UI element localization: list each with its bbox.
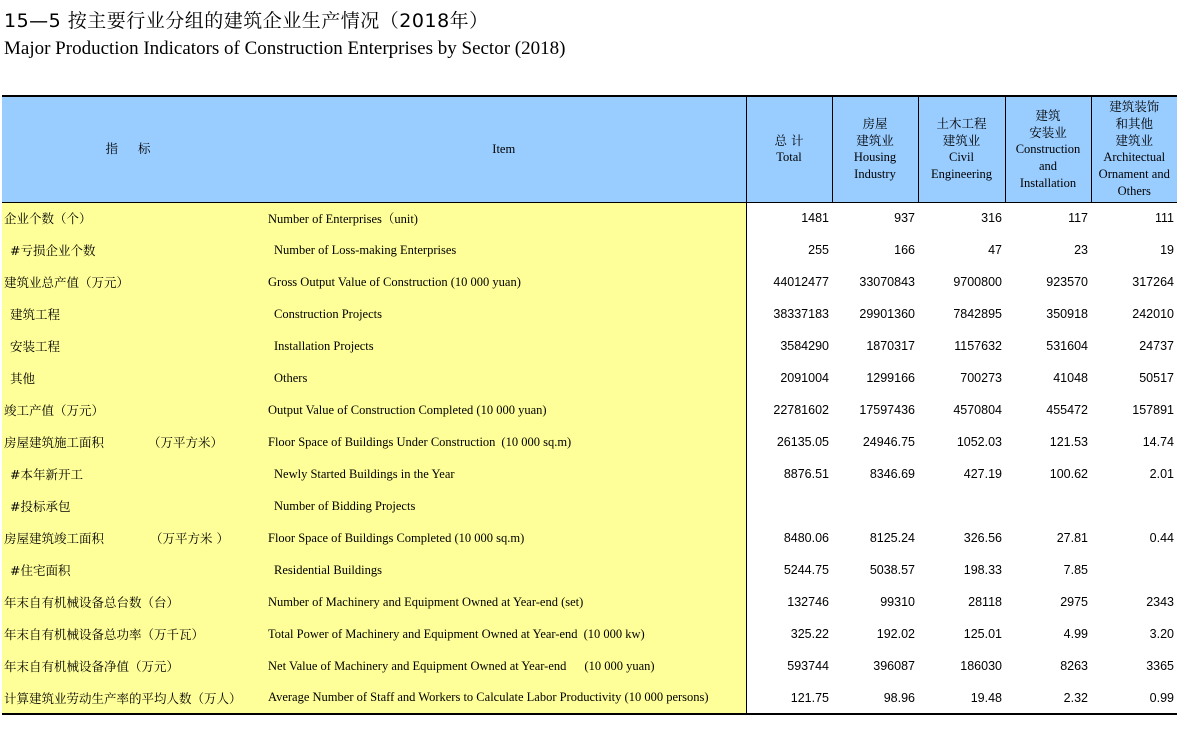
cell-install: 27.81	[1005, 522, 1091, 554]
row-label-en: Others	[262, 362, 746, 394]
row-label-en: Residential Buildings	[262, 554, 746, 586]
page-title-cn: 15—5 按主要行业分组的建筑企业生产情况（2018年）	[4, 10, 489, 32]
header-civil: 土木工程 建筑业 Civil Engineering	[918, 96, 1005, 202]
table-row	[2, 298, 1177, 330]
cell-civil	[918, 490, 1005, 522]
cell-housing: 33070843	[832, 266, 918, 298]
row-label-cn: 房屋建筑竣工面积 （万平方米 ）	[2, 522, 262, 554]
cell-civil: 4570804	[918, 394, 1005, 426]
header-arch: 建筑装饰 和其他 建筑业 Architectual Ornament and Others	[1091, 96, 1177, 202]
cell-arch: 19	[1091, 234, 1177, 266]
row-label-cn: #住宅面积	[2, 554, 262, 586]
cell-total: 255	[746, 234, 832, 266]
cell-civil: 700273	[918, 362, 1005, 394]
table-header-row	[2, 96, 1177, 202]
cell-install: 4.99	[1005, 618, 1091, 650]
cell-install: 100.62	[1005, 458, 1091, 490]
cell-total: 2091004	[746, 362, 832, 394]
cell-arch: 111	[1091, 202, 1177, 234]
cell-arch: 2343	[1091, 586, 1177, 618]
cell-install	[1005, 490, 1091, 522]
row-label-cn: 竣工产值（万元）	[2, 394, 262, 426]
cell-civil: 198.33	[918, 554, 1005, 586]
cell-housing: 17597436	[832, 394, 918, 426]
cell-housing: 396087	[832, 650, 918, 682]
header-item-en: Item	[262, 96, 746, 202]
page-title-en: Major Production Indicators of Construction Enterprises by Sector (2018)	[4, 38, 566, 59]
cell-total: 8876.51	[746, 458, 832, 490]
cell-civil: 19.48	[918, 682, 1005, 714]
header-indicator-cn: 指 标	[2, 96, 262, 202]
production-indicators-table	[2, 95, 1177, 715]
row-label-cn: #亏损企业个数	[2, 234, 262, 266]
cell-total: 121.75	[746, 682, 832, 714]
row-label-cn: 安装工程	[2, 330, 262, 362]
cell-civil: 47	[918, 234, 1005, 266]
cell-arch: 242010	[1091, 298, 1177, 330]
table-row	[2, 682, 1177, 714]
cell-total: 22781602	[746, 394, 832, 426]
table-row	[2, 362, 1177, 394]
row-label-cn: 其他	[2, 362, 262, 394]
table-row	[2, 234, 1177, 266]
cell-arch: 50517	[1091, 362, 1177, 394]
cell-arch	[1091, 490, 1177, 522]
cell-arch: 3365	[1091, 650, 1177, 682]
row-label-en: Newly Started Buildings in the Year	[262, 458, 746, 490]
cell-housing: 98.96	[832, 682, 918, 714]
cell-housing: 8125.24	[832, 522, 918, 554]
cell-arch: 157891	[1091, 394, 1177, 426]
cell-housing: 937	[832, 202, 918, 234]
row-label-cn: 年末自有机械设备净值（万元）	[2, 650, 262, 682]
row-label-en: Number of Bidding Projects	[262, 490, 746, 522]
row-label-en: Output Value of Construction Completed (10 000 yuan)	[262, 394, 746, 426]
cell-housing: 166	[832, 234, 918, 266]
table-row	[2, 330, 1177, 362]
cell-housing: 8346.69	[832, 458, 918, 490]
cell-arch: 0.44	[1091, 522, 1177, 554]
cell-arch: 317264	[1091, 266, 1177, 298]
cell-civil: 7842895	[918, 298, 1005, 330]
cell-civil: 186030	[918, 650, 1005, 682]
cell-arch	[1091, 554, 1177, 586]
cell-housing: 1299166	[832, 362, 918, 394]
cell-housing	[832, 490, 918, 522]
row-label-en: Net Value of Machinery and Equipment Owned at Year-end (10 000 yuan)	[262, 650, 746, 682]
row-label-cn: #投标承包	[2, 490, 262, 522]
row-label-cn: 建筑业总产值（万元）	[2, 266, 262, 298]
cell-total: 1481	[746, 202, 832, 234]
cell-install: 455472	[1005, 394, 1091, 426]
cell-arch: 14.74	[1091, 426, 1177, 458]
table-row	[2, 522, 1177, 554]
row-label-cn: 企业个数（个）	[2, 202, 262, 234]
cell-total: 26135.05	[746, 426, 832, 458]
cell-civil: 9700800	[918, 266, 1005, 298]
table-row	[2, 586, 1177, 618]
cell-housing: 24946.75	[832, 426, 918, 458]
cell-install: 350918	[1005, 298, 1091, 330]
table-row	[2, 490, 1177, 522]
cell-housing: 29901360	[832, 298, 918, 330]
cell-total	[746, 490, 832, 522]
cell-install: 923570	[1005, 266, 1091, 298]
table-row	[2, 650, 1177, 682]
row-label-en: Floor Space of Buildings Under Construction (10 000 sq.m)	[262, 426, 746, 458]
cell-housing: 5038.57	[832, 554, 918, 586]
row-label-en: Construction Projects	[262, 298, 746, 330]
header-total: 总 计 Total	[746, 96, 832, 202]
table-row	[2, 266, 1177, 298]
cell-install: 117	[1005, 202, 1091, 234]
row-label-en: Total Power of Machinery and Equipment Owned at Year-end (10 000 kw)	[262, 618, 746, 650]
cell-total: 3584290	[746, 330, 832, 362]
cell-civil: 427.19	[918, 458, 1005, 490]
cell-total: 44012477	[746, 266, 832, 298]
cell-housing: 99310	[832, 586, 918, 618]
cell-total: 8480.06	[746, 522, 832, 554]
row-label-en: Average Number of Staff and Workers to Calculate Labor Productivity (10 000 persons)	[262, 682, 746, 714]
cell-civil: 326.56	[918, 522, 1005, 554]
header-housing: 房屋 建筑业 Housing Industry	[832, 96, 918, 202]
cell-total: 325.22	[746, 618, 832, 650]
row-label-cn: 计算建筑业劳动生产率的平均人数（万人）	[2, 682, 262, 714]
row-label-cn: 年末自有机械设备总台数（台）	[2, 586, 262, 618]
cell-install: 2.32	[1005, 682, 1091, 714]
cell-civil: 1157632	[918, 330, 1005, 362]
table-row	[2, 394, 1177, 426]
row-label-en: Number of Loss-making Enterprises	[262, 234, 746, 266]
cell-install: 8263	[1005, 650, 1091, 682]
cell-arch: 24737	[1091, 330, 1177, 362]
table-row	[2, 458, 1177, 490]
cell-arch: 3.20	[1091, 618, 1177, 650]
cell-total: 132746	[746, 586, 832, 618]
table-row	[2, 202, 1177, 234]
cell-total: 593744	[746, 650, 832, 682]
cell-install: 23	[1005, 234, 1091, 266]
row-label-cn: 建筑工程	[2, 298, 262, 330]
cell-install: 41048	[1005, 362, 1091, 394]
row-label-en: Number of Machinery and Equipment Owned at Year-end (set)	[262, 586, 746, 618]
row-label-cn: 年末自有机械设备总功率（万千瓦）	[2, 618, 262, 650]
table-row	[2, 618, 1177, 650]
row-label-en: Installation Projects	[262, 330, 746, 362]
cell-civil: 316	[918, 202, 1005, 234]
cell-install: 531604	[1005, 330, 1091, 362]
cell-housing: 1870317	[832, 330, 918, 362]
row-label-cn: #本年新开工	[2, 458, 262, 490]
cell-civil: 28118	[918, 586, 1005, 618]
cell-total: 38337183	[746, 298, 832, 330]
row-label-en: Gross Output Value of Construction (10 000 yuan)	[262, 266, 746, 298]
cell-civil: 1052.03	[918, 426, 1005, 458]
cell-install: 7.85	[1005, 554, 1091, 586]
cell-install: 2975	[1005, 586, 1091, 618]
cell-civil: 125.01	[918, 618, 1005, 650]
row-label-cn: 房屋建筑施工面积 （万平方米）	[2, 426, 262, 458]
row-label-en: Floor Space of Buildings Completed (10 000 sq.m)	[262, 522, 746, 554]
cell-total: 5244.75	[746, 554, 832, 586]
cell-arch: 0.99	[1091, 682, 1177, 714]
cell-install: 121.53	[1005, 426, 1091, 458]
cell-arch: 2.01	[1091, 458, 1177, 490]
row-label-en: Number of Enterprises（unit)	[262, 202, 746, 234]
table-row	[2, 426, 1177, 458]
cell-housing: 192.02	[832, 618, 918, 650]
header-install: 建筑 安装业 Construction and Installation	[1005, 96, 1091, 202]
table-row	[2, 554, 1177, 586]
